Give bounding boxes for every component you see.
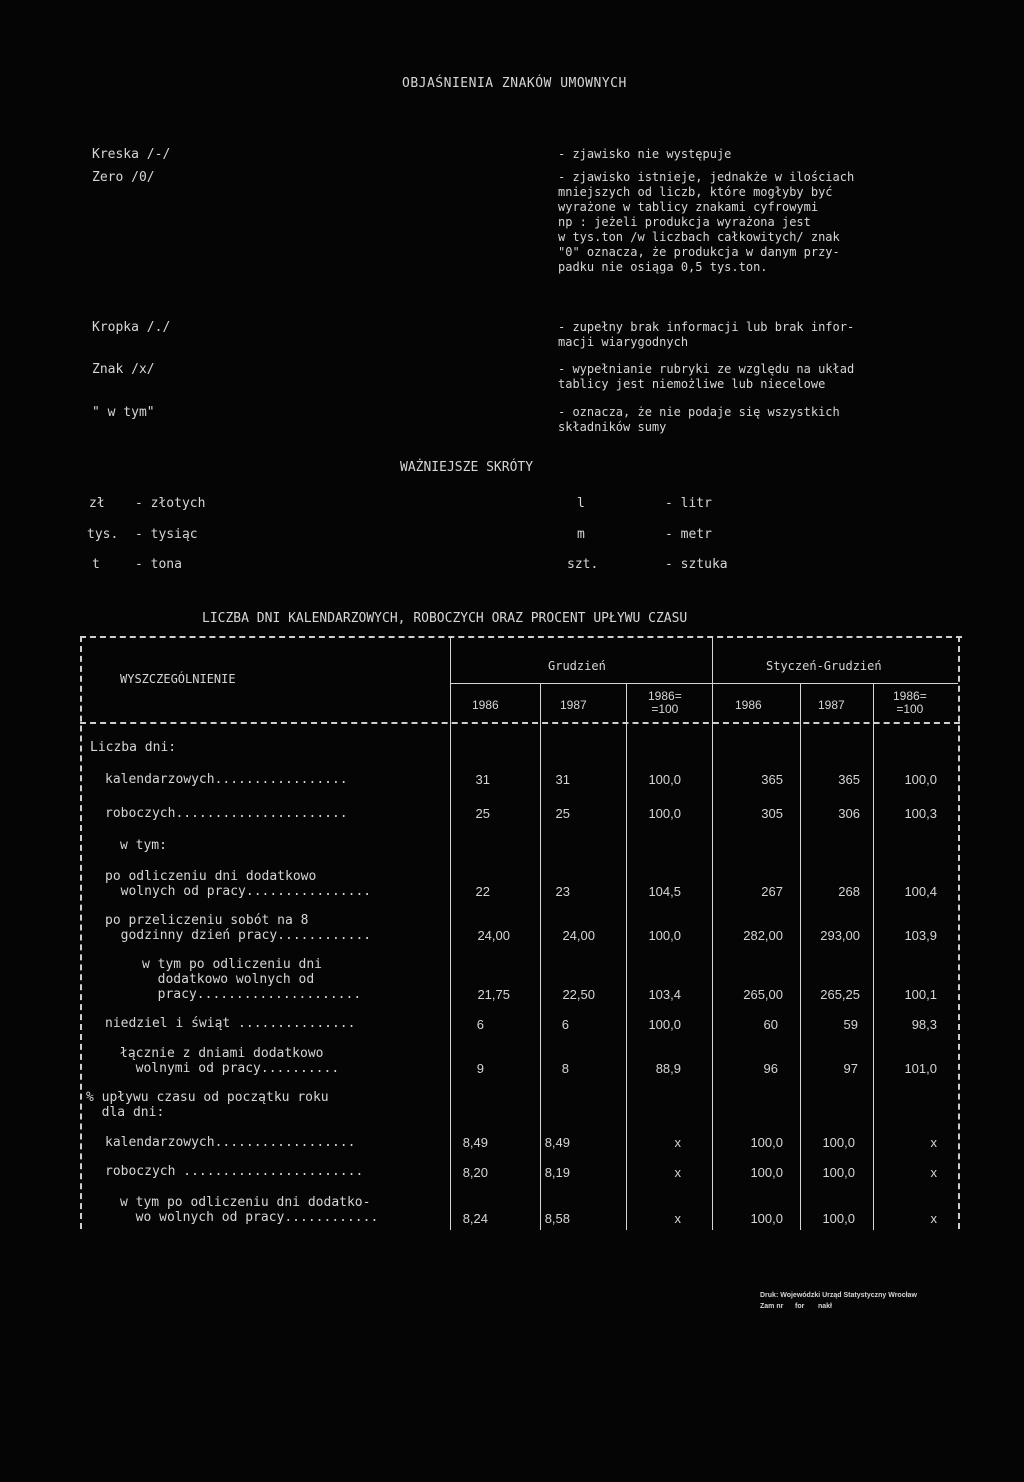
abbr-desc: - sztuka [665, 557, 728, 572]
cell: 31 [555, 772, 570, 787]
cell: 6 [561, 1017, 569, 1032]
row-label: łącznie z dniami dodatkowo wolnymi od pracy.......... [120, 1046, 340, 1076]
cell: 305 [761, 806, 783, 821]
cell: 88,9 [655, 1061, 681, 1076]
cell: 98,3 [911, 1017, 937, 1032]
cell: x [674, 1211, 681, 1226]
col-header: 1986= =100 [893, 689, 927, 716]
abbr: zł [89, 496, 105, 511]
cell: 101,0 [904, 1061, 937, 1076]
abbr-desc: - tona [135, 557, 182, 572]
cell: 60 [763, 1017, 778, 1032]
cell: 31 [475, 772, 490, 787]
row-label: kalendarzowych.................. [105, 1135, 356, 1150]
cell: 100,0 [904, 772, 937, 787]
cell: 8,58 [544, 1211, 570, 1226]
cell: 282,00 [743, 928, 783, 943]
cell: 9 [476, 1061, 484, 1076]
cell: 21,75 [477, 987, 510, 1002]
abbr-desc: - tysiąc [135, 527, 198, 542]
col-header: 1987 [818, 698, 845, 712]
cell: 100,0 [648, 772, 681, 787]
cell: 8,49 [462, 1135, 488, 1150]
legend-desc: - wypełnianie rubryki ze względu na układ tablicy jest niemożliwe lub niecelowe [558, 362, 855, 391]
table-title: LICZBA DNI KALENDARZOWYCH, ROBOCZYCH ORAZ PROCENT UPŁYWU CZASU [202, 611, 688, 626]
row-label: po przeliczeniu sobót na 8 godzinny dzień pracy............ [105, 913, 372, 943]
row-label: % upływu czasu od początku roku dla dni: [86, 1090, 329, 1120]
legend-desc: - zjawisko istnieje, jednakże w ilościach mniejszych od liczb, które mogłyby być wyrażone w tablicy znakami cyfrowymi np : jeżeli produkcja wyrażona jest w tys.ton /w liczbach całkowitych/ znak "0" oznacza, że produkcja w danym przy- padku nie osiąga 0,5 tys.ton. [558, 170, 855, 274]
row-label: w tym: [120, 838, 167, 853]
abbrev-title: WAŻNIEJSZE SKRÓTY [400, 460, 534, 475]
cell: 8,20 [462, 1165, 488, 1180]
cell: 22 [475, 884, 490, 899]
cell: 8,19 [544, 1165, 570, 1180]
row-label: kalendarzowych................. [105, 772, 348, 787]
row-label: roboczych...................... [105, 806, 348, 821]
stub-header: WYSZCZEGÓLNIENIE [120, 672, 236, 686]
abbr-desc: - metr [665, 527, 712, 542]
cell: 100,0 [750, 1165, 783, 1180]
cell: 100,0 [822, 1211, 855, 1226]
cell: 25 [475, 806, 490, 821]
row-label: Liczba dni: [90, 740, 177, 755]
row-label: w tym po odliczeniu dni dodatko- wo wolnych od pracy............ [120, 1195, 379, 1225]
cell: 104,5 [648, 884, 681, 899]
cell: 96 [763, 1061, 778, 1076]
cell: 265,25 [820, 987, 860, 1002]
cell: 100,0 [648, 1017, 681, 1032]
table-border-right [958, 636, 960, 1229]
cell: x [930, 1135, 937, 1150]
order-note: Zam nr for nakł [760, 1303, 832, 1310]
header-divider [80, 722, 960, 724]
cell: 22,50 [562, 987, 595, 1002]
cell: 100,0 [648, 928, 681, 943]
legend-symbol: Kreska /-/ [92, 147, 171, 162]
cell: x [674, 1135, 681, 1150]
cell: 365 [838, 772, 860, 787]
col-header: 1987 [560, 698, 587, 712]
cell: 100,3 [904, 806, 937, 821]
cell: 100,0 [822, 1165, 855, 1180]
abbr: t [92, 557, 100, 572]
cell: 25 [555, 806, 570, 821]
printer-note: Druk: Wojewódzki Urząd Statystyczny Wrocław [760, 1292, 917, 1299]
cell: 306 [838, 806, 860, 821]
cell: 100,1 [904, 987, 937, 1002]
cell: 8,49 [544, 1135, 570, 1150]
col-header: 1986 [735, 698, 762, 712]
cell: 24,00 [477, 928, 510, 943]
group-header-2: Styczeń-Grudzień [766, 659, 882, 673]
cell: 97 [843, 1061, 858, 1076]
legend-desc: - oznacza, że nie podaje się wszystkich składników sumy [558, 405, 840, 434]
row-label: roboczych ....................... [105, 1164, 364, 1179]
cell: 100,4 [904, 884, 937, 899]
abbr: m [577, 527, 585, 542]
row-label: w tym po odliczeniu dni dodatkowo wolnych od pracy..................... [142, 957, 362, 1002]
cell: 100,0 [822, 1135, 855, 1150]
cell: 268 [838, 884, 860, 899]
cell: x [930, 1211, 937, 1226]
abbr: tys. [87, 527, 119, 542]
row-label: po odliczeniu dni dodatkowo wolnych od pracy................ [105, 869, 372, 899]
abbr: szt. [567, 557, 599, 572]
legend-symbol: Kropka /./ [92, 320, 171, 335]
row-label: niedziel i świąt ............... [105, 1016, 356, 1031]
cell: 100,0 [750, 1211, 783, 1226]
cell: 265,00 [743, 987, 783, 1002]
cell: 365 [761, 772, 783, 787]
cell: x [930, 1165, 937, 1180]
cell: 8 [561, 1061, 569, 1076]
legend-desc: - zjawisko nie występuje [558, 147, 732, 161]
cell: 103,4 [648, 987, 681, 1002]
cell: 100,0 [750, 1135, 783, 1150]
table-border-left [80, 636, 82, 1229]
abbr-desc: - złotych [135, 496, 206, 511]
cell: 103,9 [904, 928, 937, 943]
cell: 293,00 [820, 928, 860, 943]
group-header-1: Grudzień [548, 659, 606, 673]
col-header: 1986= =100 [648, 689, 682, 716]
cell: 6 [476, 1017, 484, 1032]
legend-symbol: Zero /0/ [92, 170, 155, 185]
legend-symbol: " w tym" [92, 405, 155, 420]
group-divider [450, 683, 958, 684]
abbr: l [577, 496, 585, 511]
cell: 24,00 [562, 928, 595, 943]
abbr-desc: - litr [665, 496, 712, 511]
table-border-top [80, 636, 962, 638]
cell: 59 [843, 1017, 858, 1032]
page-title: OBJAŚNIENIA ZNAKÓW UMOWNYCH [402, 76, 627, 91]
col-header: 1986 [472, 698, 499, 712]
cell: 267 [761, 884, 783, 899]
legend-symbol: Znak /x/ [92, 362, 155, 377]
cell: 8,24 [462, 1211, 488, 1226]
cell: x [674, 1165, 681, 1180]
cell: 100,0 [648, 806, 681, 821]
cell: 23 [555, 884, 570, 899]
legend-desc: - zupełny brak informacji lub brak infor- macji wiarygodnych [558, 320, 855, 349]
